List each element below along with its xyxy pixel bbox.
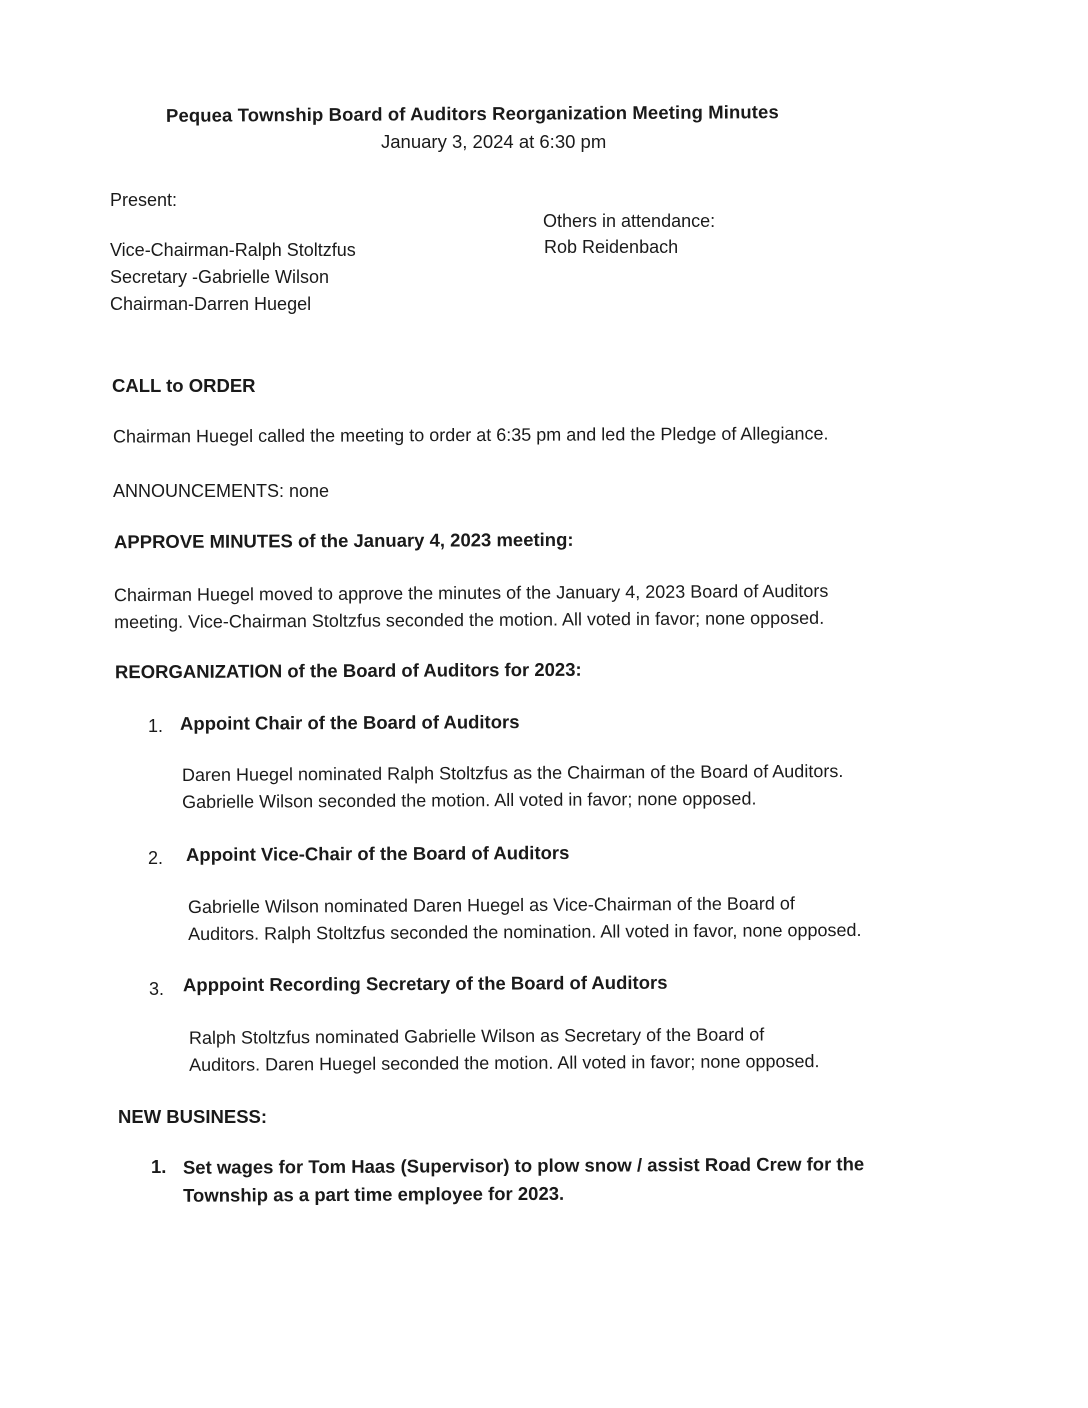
text-line: Ralph Stoltzfus nominated Gabrielle Wilson as Secretary of the Board of <box>188 1024 765 1048</box>
announcements-label: ANNOUNCEMENTS <box>113 481 280 501</box>
approve-minutes-heading: APPROVE MINUTES of the January 4, 2023 meeting: <box>113 528 574 553</box>
item-number: 2. <box>148 848 164 868</box>
text-line: meeting. Vice-Chairman Stoltzfus seconded the motion. All voted in favor; none opposed. <box>114 607 825 633</box>
item-text <box>188 890 862 948</box>
document-title: Pequea Township Board of Auditors Reorganization Meeting Minutes <box>165 101 779 126</box>
text-line: Chairman Huegel moved to approve the minutes of the January 4, 2023 Board of Auditors <box>113 580 829 606</box>
item-text <box>189 1021 820 1079</box>
item-title: Apppoint Recording Secretary of the Board of Auditors <box>182 971 668 996</box>
call-to-order-text: Chairman Huegel called the meeting to order at 6:35 pm and led the Pledge of Allegiance. <box>112 423 829 447</box>
text-line: Township as a part time employee for 2023. <box>183 1182 565 1206</box>
item-number: 3. <box>149 979 165 999</box>
meeting-date: January 3, 2024 at 6:30 pm <box>381 131 607 152</box>
item-number: 1. <box>148 716 164 736</box>
present-member: Secretary -Gabrielle Wilson <box>110 267 330 287</box>
present-list <box>110 237 356 318</box>
text-line: Daren Huegel nominated Ralph Stoltzfus as the Chairman of the Board of Auditors. <box>181 760 844 786</box>
others-label: Others in attendance: <box>543 211 716 231</box>
text-line: Gabrielle Wilson seconded the motion. All voted in favor; none opposed. <box>182 788 757 813</box>
new-business-item <box>183 1150 864 1210</box>
call-to-order-heading: CALL to ORDER <box>112 375 256 396</box>
present-member: Chairman-Darren Huegel <box>110 294 312 314</box>
item-title: Appoint Vice-Chair of the Board of Auditors <box>185 841 570 866</box>
text-line: Gabrielle Wilson nominated Daren Huegel as Vice-Chairman of the Board of <box>187 893 795 918</box>
present-label: Present: <box>110 190 178 210</box>
announcements-text: : none <box>279 481 330 501</box>
item-text <box>182 758 844 816</box>
text-line: Set wages for Tom Haas (Supervisor) to plow snow / assist Road Crew for the <box>182 1153 865 1178</box>
item-number: 1. <box>151 1156 167 1177</box>
approve-minutes-text <box>114 578 829 636</box>
text-line: Auditors. Daren Huegel seconded the motion. All voted in favor; none opposed. <box>189 1051 820 1075</box>
present-member: Vice-Chairman-Ralph Stoltzfus <box>110 240 356 260</box>
text-line: Auditors. Ralph Stoltzfus seconded the nomination. All voted in favor, none opposed. <box>188 919 862 945</box>
others-member: Rob Reidenbach <box>544 237 679 257</box>
reorganization-heading: REORGANIZATION of the Board of Auditors for 2023: <box>114 658 582 683</box>
item-title: Appoint Chair of the Board of Auditors <box>179 711 520 734</box>
new-business-heading: NEW BUSINESS: <box>118 1106 268 1127</box>
announcements <box>113 478 329 505</box>
